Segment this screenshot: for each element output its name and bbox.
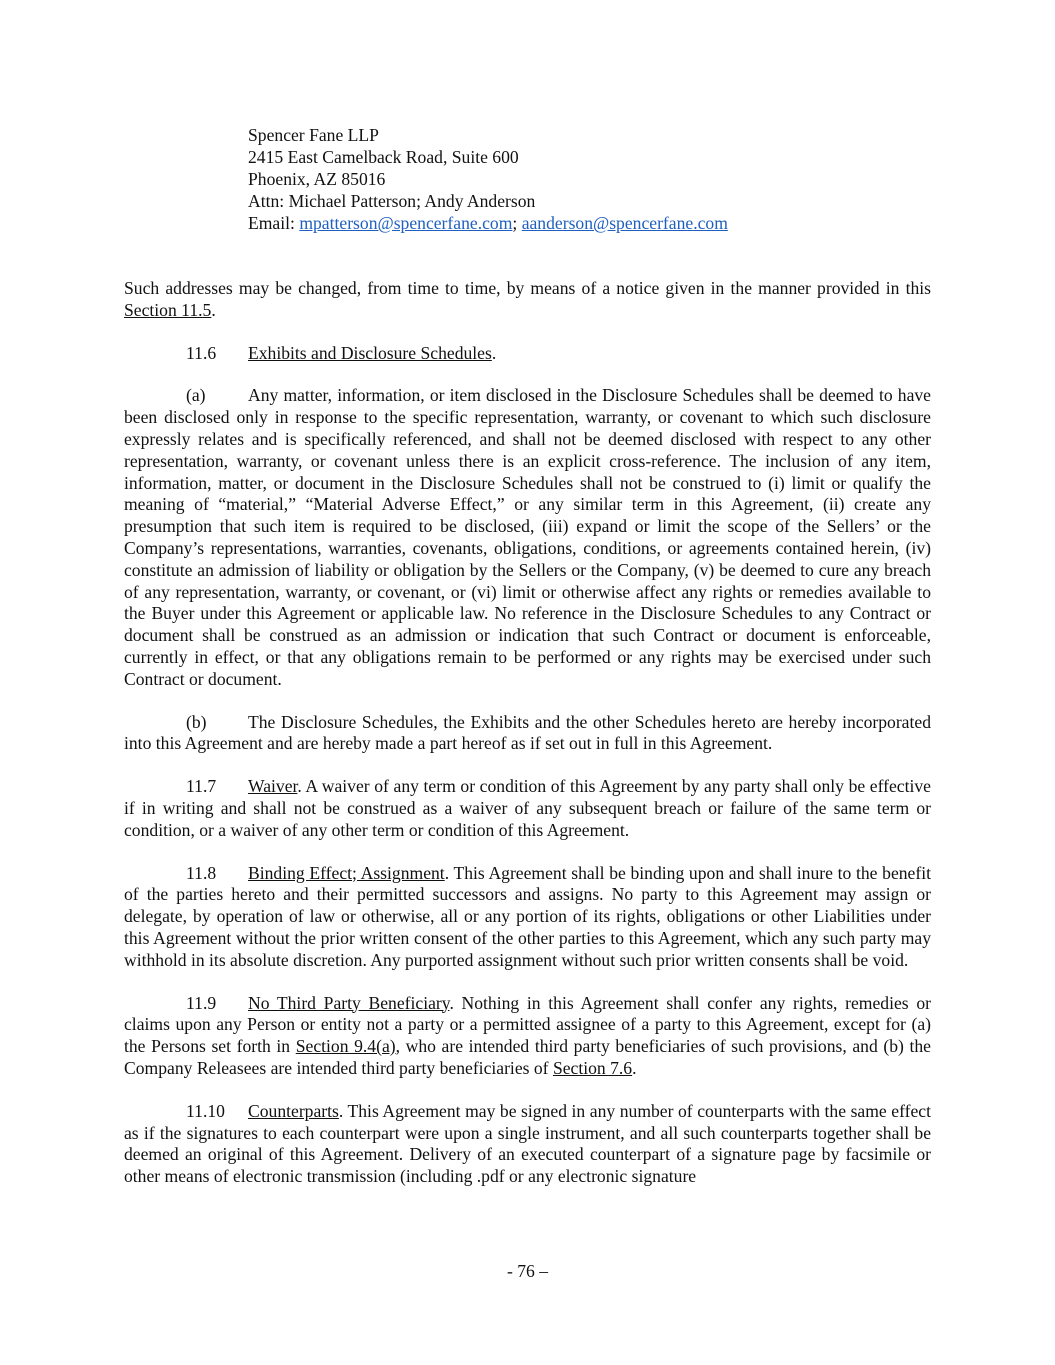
attention-line: Attn: Michael Patterson; Andy Anderson [248, 191, 536, 211]
section-title: Counterparts [248, 1100, 339, 1121]
clause-label: (b) [186, 711, 207, 732]
clause-label: (a) [186, 385, 206, 406]
section-number: 11.6 [186, 342, 217, 363]
section-11-6-a-paragraph [124, 385, 931, 690]
email-link-patterson[interactable]: mpatterson@spencerfane.com [299, 213, 513, 233]
notice-address-block [248, 124, 931, 234]
section-11-6-heading: 11.6 Exhibits and Disclosure Schedules. [186, 342, 497, 363]
city-state-zip: Phoenix, AZ 85016 [248, 169, 386, 189]
street-address: 2415 East Camelback Road, Suite 600 [248, 147, 519, 167]
clause-text: Any matter, information, or item disclosed in the Disclosure Schedules shall be deemed to have been disclosed only in response to the specific representation, warranty, or covenant to which such disclosure expressly relates and is specifically referenced, and shall not be deemed disclosed with respect to any other representation, warranty, or covenant unless there is an explicit cross-reference. The inclusion of any item, information, matter, or document in the Disclosure Schedules shall not be construed to (i) limit or qualify the meaning of “material,” “Material Adverse Effect,” or any similar term in this Agreement, (ii) create any presumption that such item is required to be disclosed, (iii) expand or limit the scope of the Sellers’ or the Company’s representations, warranties, covenants, obligations, conditions, or agreements contained herein, (iv) constitute an admission of liability or obligation by the Sellers or the Company, (v) be deemed to cure any breach of any representation, warranty, or covenant, or (vi) limit or otherwise affect any rights or remedies available to the Buyer under this Agreement or applicable law. No reference in the Disclosure Schedules to any Contract or document shall be construed as an admission or indication that such Contract or document is enforceable, currently in effect, or that any obligations remain to be performed or any rights may be exercised under such Contract or document. [124, 385, 931, 689]
section-number: 11.10 [186, 1100, 225, 1121]
firm-name: Spencer Fane LLP [248, 125, 379, 145]
section-11-7-paragraph [124, 776, 931, 841]
section-title: No Third Party Beneficiary [248, 992, 450, 1013]
section-ref-11-5: Section 11.5 [124, 299, 212, 320]
document-page [124, 124, 931, 1188]
section-number: 11.8 [186, 862, 217, 883]
email-label: Email: [248, 213, 300, 233]
section-text: . A waiver of any term or condition of this Agreement by any party shall only be effective if in writing and shall not be construed as a waiver of any subsequent breach or failure of the same term or condition, or a waiver of any other term or condition of this Agreement. [124, 776, 931, 840]
section-title: Waiver [248, 776, 298, 797]
section-11-6-b-paragraph [124, 712, 931, 756]
section-ref-7-6: Section 7.6 [552, 1057, 633, 1078]
email-line [248, 212, 931, 234]
clause-text: The Disclosure Schedules, the Exhibits and the other Schedules hereto are hereby incorporated into this Agreement and are hereby made a part hereof as if set out in full in this Agreement. [124, 711, 931, 754]
section-text: . This Agreement shall be binding upon and shall inure to the benefit of the parties hereto and their permitted successors and assigns. No party to this Agreement may assign or delegate, by operation of law or otherwise, all or any portion of its rights, obligations or other Liabilities under this Agreement without the prior written consent of the other parties to this Agreement, which any such party may withhold in its absolute discretion. Any purported assignment without such prior written consents shall be void. [124, 862, 931, 970]
section-title: Exhibits and Disclosure Schedules [248, 342, 492, 363]
section-11-10-paragraph [124, 1101, 931, 1188]
page-number: - 76 – [506, 1261, 549, 1281]
section-text: . This Agreement may be signed in any number of counterparts with the same effect as if the signatures to each counterpart were upon a single instrument, and all such counterparts together shall be deemed an original of this Agreement. Delivery of an executed counterpart of a signature page by facsimile or other means of electronic transmission (including .pdf or any electronic signature [124, 1100, 931, 1187]
section-ref-9-4-a: Section 9.4(a) [295, 1036, 396, 1057]
section-title: Binding Effect; Assignment [248, 862, 445, 883]
section-11-9-paragraph: 11.9 No Third Party Beneficiary. Nothing in this Agreement shall confer any rights, remedies or claims upon any Person or entity not a party or a permitted assignee of a party to this Agreement, except for (a) the Persons set forth in Section 9.4(a), who are intended third party beneficiaries of such provisions, and (b) the Company Releasees are intended third party beneficiaries of Section 7.6. [124, 992, 931, 1078]
email-separator: ; [512, 213, 522, 233]
email-link-anderson[interactable]: aanderson@spencerfane.com [521, 213, 728, 233]
section-number: 11.9 [186, 992, 217, 1013]
section-11-8-paragraph [124, 863, 931, 972]
section-number: 11.7 [186, 776, 217, 797]
notice-change-paragraph: Such addresses may be changed, from time to time, by means of a notice given in the manner provided in this Section 11.5. [124, 278, 931, 320]
